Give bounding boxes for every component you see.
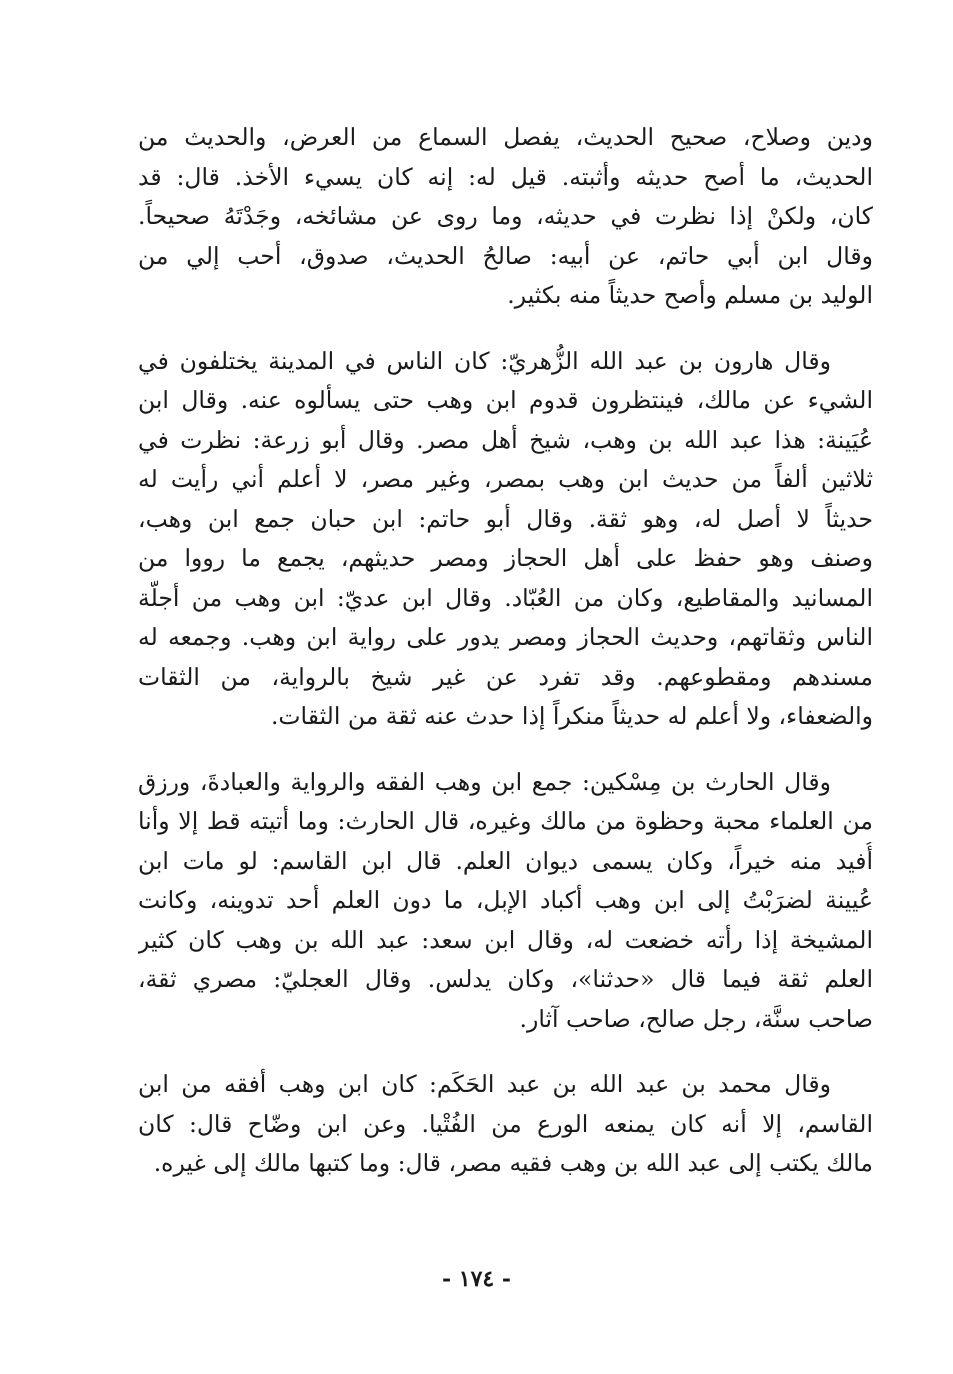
text-line: أُفيد منه خيراً، وكان يسمى ديوان العلم. قال ابن القاسم: لو مات ابن (138, 846, 873, 875)
page-body (138, 118, 873, 1210)
text-line: وصنف وهو حفظ على أهل الحجاز ومصر حديثهم، يجمع ما رووا من (138, 544, 873, 572)
text-line: الحديث، ما أصح حديثه وأثبته. قيل له: إنه كان يسيء الأخذ. قال: قد (138, 162, 873, 191)
text-line: المشيخة إذا رأته خضعت له، وقال ابن سعد: عبد الله بن وهب كان كثير (138, 925, 873, 954)
text-line: كان، ولكنْ إذا نظرت في حديثه، وما روى عن مشائخه، وجَدْتَهُ صحيحاً. (138, 202, 873, 230)
text-line: عُيينة لضرَبْتُ إلى ابن وهب أكباد الإبل، ما دون العلم أحد تدوينه، وكانت (138, 886, 873, 914)
paragraph-1 (138, 118, 873, 316)
text-line: عُيَينة: هذا عبد الله بن وهب، شيخ أهل مصر. وقال أبو زرعة: نظرت في (138, 425, 873, 454)
text-line: ودين وصلاح، صحيح الحديث، يفصل السماع من العرض، والحديث من (138, 123, 873, 151)
text-line: والضعفاء، ولا أعلم له حديثاً منكراً إذا حدث عنه ثقة من الثقات. (270, 702, 873, 730)
text-line: العلم ثقة فيما قال «حدثنا»، وكان يدلس. وقال العجليّ: مصري ثقة، (138, 965, 873, 993)
text-line: الوليد بن مسلم وأصح حديثاً منه بكثير. (507, 281, 873, 309)
page-number: - ١٧٤ - (441, 1266, 512, 1292)
text-line: القاسم، إلا أنه كان يمنعه الورع من الفُتْيا. وعن ابن وضّاح قال: كان (138, 1109, 873, 1138)
text-line: المسانيد والمقاطيع، وكان من العُبّاد. وقال ابن عديّ: ابن وهب من أجلّة (138, 583, 873, 612)
paragraph-3 (138, 763, 873, 1040)
text-line: مالك يكتب إلى عبد الله بن وهب فقيه مصر، قال: وما كتبها مالك إلى غيره. (153, 1149, 873, 1177)
text-line: صاحب سنَّة، رجل صالح، صاحب آثار. (519, 1004, 873, 1033)
text-line: الناس وثقاتهم، وحديث الحجاز ومصر يدور على رواية ابن وهب. وجمعه له (138, 623, 873, 651)
text-line: مسندهم ومقطوعهم. وقد تفرد عن غير شيخ بالرواية، من الثقات (138, 662, 873, 691)
text-line: وقال محمد بن عبد الله بن عبد الحَكَم: كان ابن وهب أفقه من ابن (138, 1070, 831, 1098)
text-line: وقال هارون بن عبد الله الزُّهريّ: كان الناس في المدينة يختلفون في (138, 346, 831, 375)
text-line: حديثاً لا أصل له، وهو ثقة. وقال أبو حاتم: ابن حبان جمع ابن وهب، (138, 504, 873, 533)
paragraph-2 (138, 342, 873, 737)
text-line: وقال ابن أبي حاتم، عن أبيه: صالحُ الحديث، صدوق، أحب إلي من (138, 241, 873, 270)
text-line: ثلاثين ألفاً من حديث ابن وهب بمصر، وغير مصر، لا أعلم أني رأيت له (138, 465, 873, 493)
paragraph-4 (138, 1065, 873, 1184)
text-line: الشيء عن مالك، فينتظرون قدوم ابن وهب حتى يسألوه عنه. وقال ابن (138, 386, 873, 414)
text-line: وقال الحارث بن مِسْكين: جمع ابن وهب الفقه والرواية والعبادةَ، ورزق (138, 767, 831, 796)
text-line: من العلماء محبة وحظوة من مالك وغيره، قال الحارث: وما أتيته قط إلا وأنا (138, 807, 873, 835)
